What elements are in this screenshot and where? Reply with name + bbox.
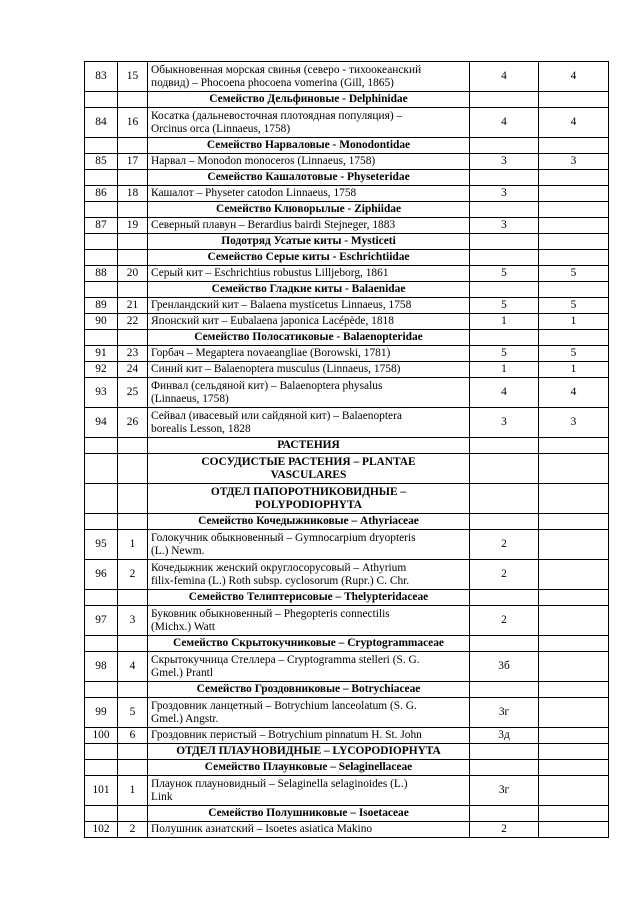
category-cell: 2 (470, 560, 539, 590)
empty-cell (539, 514, 609, 530)
family-number-cell: 2 (118, 822, 148, 838)
section-header-line: VASCULARES (270, 468, 347, 481)
table-row (85, 728, 609, 744)
species-name-line: Кашалот – Physeter catodon Linnaeus, 1758 (151, 187, 357, 199)
empty-cell (85, 234, 118, 250)
row-number-cell: 90 (85, 314, 118, 330)
species-name-line: Полушник азиатский – Isoetes asiatica Makino (151, 823, 373, 835)
species-name-cell (148, 314, 470, 330)
empty-cell (539, 330, 609, 346)
section-header-row (85, 234, 609, 250)
section-header-row (85, 760, 609, 776)
family-number-cell: 1 (118, 776, 148, 806)
empty-cell (118, 92, 148, 108)
species-name-cell (148, 218, 470, 234)
section-header (148, 454, 470, 484)
section-header-row (85, 282, 609, 298)
empty-cell (470, 590, 539, 606)
species-name-line: Гренландский кит – Balaena mysticetus Linnaeus, 1758 (151, 299, 412, 311)
species-name-cell (148, 606, 470, 636)
table-row (85, 560, 609, 590)
section-header-row (85, 330, 609, 346)
empty-cell (539, 636, 609, 652)
category-cell: 3 (470, 186, 539, 202)
category-cell: 2 (470, 606, 539, 636)
table-row (85, 298, 609, 314)
section-header: Семейство Серые киты - Eschrichtiidae (148, 250, 470, 266)
family-number-cell: 6 (118, 728, 148, 744)
section-header-row (85, 806, 609, 822)
empty-cell (85, 514, 118, 530)
empty-cell (118, 636, 148, 652)
family-number-cell: 25 (118, 378, 148, 408)
species-name-line: Обыкновенная морская свинья (северо - тихоокеанский (151, 63, 422, 76)
category-cell: 3д (470, 728, 539, 744)
species-name-line: Косатка (дальневосточная плотоядная популяция) – (151, 109, 403, 122)
section-header-row (85, 514, 609, 530)
table-row (85, 530, 609, 560)
section-header-row (85, 438, 609, 454)
category-cell-2: 4 (539, 62, 609, 92)
category-cell-2: 4 (539, 378, 609, 408)
empty-cell (85, 744, 118, 760)
species-name-line: Финвал (сельдяной кит) – Balaenoptera physalus (151, 379, 383, 392)
row-number-cell: 94 (85, 408, 118, 438)
row-number-cell: 96 (85, 560, 118, 590)
empty-cell (118, 438, 148, 454)
row-number-cell: 89 (85, 298, 118, 314)
species-name-cell (148, 822, 470, 838)
section-header-row (85, 590, 609, 606)
table-row (85, 652, 609, 682)
empty-cell (85, 250, 118, 266)
species-name-line: borealis Lesson, 1828 (151, 422, 251, 435)
section-header-row (85, 682, 609, 698)
species-name-line: (Michx.) Watt (151, 620, 216, 633)
species-name-line: Сейвал (ивасевый или сайдяной кит) – Balaenoptera (151, 409, 402, 422)
category-cell: 3 (470, 218, 539, 234)
empty-cell (470, 170, 539, 186)
family-number-cell: 22 (118, 314, 148, 330)
table-row (85, 378, 609, 408)
section-header: Семейство Гроздовниковые – Botrychiaceae (148, 682, 470, 698)
empty-cell (470, 514, 539, 530)
row-number-cell: 91 (85, 346, 118, 362)
table-row (85, 822, 609, 838)
empty-cell (539, 438, 609, 454)
empty-cell (539, 138, 609, 154)
category-cell: 2 (470, 822, 539, 838)
empty-cell (85, 438, 118, 454)
species-name-line: Буковник обыкновенный – Phegopteris connectilis (151, 607, 390, 620)
species-name-cell (148, 560, 470, 590)
category-cell-2 (539, 186, 609, 202)
row-number-cell: 83 (85, 62, 118, 92)
species-name-line: Гроздовник перистый – Botrychium pinnatum H. St. John (151, 729, 422, 741)
table-row (85, 408, 609, 438)
species-name-cell (148, 408, 470, 438)
empty-cell (118, 590, 148, 606)
species-name-line: Гроздовник ланцетный – Botrychium lanceolatum (S. G. (151, 699, 417, 712)
category-cell: 3г (470, 698, 539, 728)
family-number-cell: 23 (118, 346, 148, 362)
empty-cell (470, 202, 539, 218)
category-cell: 5 (470, 266, 539, 282)
species-name-cell (148, 698, 470, 728)
empty-cell (118, 484, 148, 514)
empty-cell (118, 234, 148, 250)
category-cell: 3г (470, 776, 539, 806)
empty-cell (85, 484, 118, 514)
empty-cell (539, 234, 609, 250)
table-row (85, 314, 609, 330)
table-row (85, 362, 609, 378)
empty-cell (539, 530, 609, 560)
species-name-line: (L.) Newm. (151, 544, 205, 557)
table-row (85, 698, 609, 728)
table-row (85, 606, 609, 636)
empty-cell (470, 454, 539, 484)
category-cell: 4 (470, 378, 539, 408)
empty-cell (85, 282, 118, 298)
empty-cell (85, 682, 118, 698)
empty-cell (470, 438, 539, 454)
section-header: ОТДЕЛ ПЛАУНОВИДНЫЕ – LYCOPODIOPHYTA (148, 744, 470, 760)
empty-cell (118, 744, 148, 760)
empty-cell (118, 806, 148, 822)
section-header-row (85, 202, 609, 218)
species-name-cell (148, 728, 470, 744)
category-cell: 4 (470, 62, 539, 92)
family-number-cell: 5 (118, 698, 148, 728)
empty-cell (539, 170, 609, 186)
section-header: РАСТЕНИЯ (148, 438, 470, 454)
family-number-cell: 26 (118, 408, 148, 438)
category-cell: 5 (470, 298, 539, 314)
row-number-cell: 102 (85, 822, 118, 838)
species-name-cell (148, 154, 470, 170)
empty-cell (470, 250, 539, 266)
row-number-cell: 85 (85, 154, 118, 170)
empty-cell (539, 744, 609, 760)
species-name-cell (148, 378, 470, 408)
category-cell: 2 (470, 530, 539, 560)
table-row (85, 218, 609, 234)
category-cell-2 (539, 218, 609, 234)
family-number-cell: 4 (118, 652, 148, 682)
empty-cell (118, 682, 148, 698)
section-header: Семейство Кашалотовые - Physeteridae (148, 170, 470, 186)
family-number-cell: 15 (118, 62, 148, 92)
empty-cell (539, 822, 609, 838)
empty-cell (470, 484, 539, 514)
empty-cell (85, 170, 118, 186)
row-number-cell: 84 (85, 108, 118, 138)
category-cell-2: 1 (539, 362, 609, 378)
empty-cell (539, 806, 609, 822)
category-cell: 3 (470, 408, 539, 438)
species-name-cell (148, 266, 470, 282)
category-cell: 1 (470, 362, 539, 378)
species-name-line: Японский кит – Eubalaena japonica Lacépède, 1818 (151, 315, 394, 327)
section-header: Подотряд Усатые киты - Mysticeti (148, 234, 470, 250)
section-header-line: СОСУДИСТЫЕ РАСТЕНИЯ – PLANTAE (201, 455, 416, 468)
empty-cell (539, 776, 609, 806)
category-cell: 3 (470, 154, 539, 170)
family-number-cell: 18 (118, 186, 148, 202)
section-header-row (85, 484, 609, 514)
section-header-line: ОТДЕЛ ПАПОРОТНИКОВИДНЫЕ – (210, 485, 407, 498)
empty-cell (539, 250, 609, 266)
empty-cell (539, 590, 609, 606)
species-name-line: filix-femina (L.) Roth subsp. cyclosorum (Rupr.) C. Chr. (151, 574, 410, 587)
empty-cell (85, 202, 118, 218)
empty-cell (118, 138, 148, 154)
row-number-cell: 100 (85, 728, 118, 744)
empty-cell (118, 170, 148, 186)
family-number-cell: 19 (118, 218, 148, 234)
empty-cell (85, 590, 118, 606)
empty-cell (470, 760, 539, 776)
category-cell: 3б (470, 652, 539, 682)
species-name-cell (148, 298, 470, 314)
section-header: Семейство Клюворылые - Ziphiidae (148, 202, 470, 218)
species-name-line: Кочедыжник женский округлосорусовый – Athyrium (151, 561, 407, 574)
species-name-line: подвид) – Phocoena phocoena vomerina (Gill, 1865) (151, 76, 394, 89)
family-number-cell: 2 (118, 560, 148, 590)
section-header: Семейство Полушниковые – Isoetaceae (148, 806, 470, 822)
table-row (85, 186, 609, 202)
species-name-line: Северный плавун – Berardius bairdi Stejneger, 1883 (151, 219, 396, 231)
category-cell-2: 4 (539, 108, 609, 138)
row-number-cell: 99 (85, 698, 118, 728)
section-header: Семейство Нарваловые - Monodontidae (148, 138, 470, 154)
category-cell-2: 5 (539, 298, 609, 314)
red-book-table (84, 61, 609, 838)
section-header: Семейство Дельфиновые - Delphinidae (148, 92, 470, 108)
empty-cell (539, 454, 609, 484)
empty-cell (85, 330, 118, 346)
empty-cell (85, 806, 118, 822)
section-header: Семейство Скрытокучниковые – Cryptogrammaceae (148, 636, 470, 652)
row-number-cell: 95 (85, 530, 118, 560)
row-number-cell: 92 (85, 362, 118, 378)
species-name-line: Link (151, 790, 173, 803)
row-number-cell: 87 (85, 218, 118, 234)
category-cell-2: 1 (539, 314, 609, 330)
empty-cell (539, 560, 609, 590)
empty-cell (118, 760, 148, 776)
family-number-cell: 21 (118, 298, 148, 314)
category-cell-2: 5 (539, 266, 609, 282)
empty-cell (539, 682, 609, 698)
table-row (85, 346, 609, 362)
family-number-cell: 1 (118, 530, 148, 560)
species-name-cell (148, 108, 470, 138)
species-name-line: Скрытокучница Стеллера – Cryptogramma stelleri (S. G. (151, 653, 420, 666)
empty-cell (470, 282, 539, 298)
category-cell-2: 3 (539, 408, 609, 438)
empty-cell (118, 282, 148, 298)
species-name-line: Горбач – Megaptera novaeangliae (Borowski, 1781) (151, 347, 391, 359)
species-name-line: Серый кит – Eschrichtius robustus Lilljeborg, 1861 (151, 267, 389, 279)
species-name-cell (148, 652, 470, 682)
species-name-line: Синий кит – Balaenoptera musculus (Linnaeus, 1758) (151, 363, 401, 375)
section-header-row (85, 454, 609, 484)
empty-cell (539, 652, 609, 682)
row-number-cell: 97 (85, 606, 118, 636)
empty-cell (118, 330, 148, 346)
empty-cell (470, 636, 539, 652)
section-header-row (85, 636, 609, 652)
empty-cell (470, 138, 539, 154)
empty-cell (470, 806, 539, 822)
table-row (85, 266, 609, 282)
row-number-cell: 88 (85, 266, 118, 282)
family-number-cell: 20 (118, 266, 148, 282)
family-number-cell: 24 (118, 362, 148, 378)
category-cell: 4 (470, 108, 539, 138)
table-row (85, 776, 609, 806)
row-number-cell: 86 (85, 186, 118, 202)
empty-cell (539, 484, 609, 514)
category-cell: 5 (470, 346, 539, 362)
species-name-line: Нарвал – Monodon monoceros (Linnaeus, 1758) (151, 155, 376, 167)
section-header-row (85, 92, 609, 108)
section-header-row (85, 170, 609, 186)
empty-cell (85, 636, 118, 652)
empty-cell (118, 514, 148, 530)
species-name-line: (Linnaeus, 1758) (151, 392, 229, 405)
empty-cell (470, 744, 539, 760)
table-row (85, 108, 609, 138)
species-name-line: Gmel.) Angstr. (151, 712, 219, 725)
empty-cell (470, 234, 539, 250)
section-header (148, 484, 470, 514)
empty-cell (539, 760, 609, 776)
family-number-cell: 17 (118, 154, 148, 170)
empty-cell (539, 202, 609, 218)
family-number-cell: 3 (118, 606, 148, 636)
section-header: Семейство Кочедыжниковые – Athyriaceae (148, 514, 470, 530)
empty-cell (470, 682, 539, 698)
section-header-row (85, 138, 609, 154)
row-number-cell: 101 (85, 776, 118, 806)
species-name-cell (148, 776, 470, 806)
empty-cell (470, 330, 539, 346)
row-number-cell: 98 (85, 652, 118, 682)
empty-cell (118, 250, 148, 266)
section-header: Семейство Плаунковые – Selaginellaceae (148, 760, 470, 776)
species-name-cell (148, 346, 470, 362)
category-cell: 1 (470, 314, 539, 330)
section-header-row (85, 250, 609, 266)
species-name-line: Голокучник обыкновенный – Gymnocarpium dryopteris (151, 531, 416, 544)
family-number-cell: 16 (118, 108, 148, 138)
category-cell-2: 5 (539, 346, 609, 362)
species-name-cell (148, 362, 470, 378)
empty-cell (539, 282, 609, 298)
section-header-row (85, 744, 609, 760)
empty-cell (118, 454, 148, 484)
species-name-line: Orcinus orca (Linnaeus, 1758) (151, 122, 291, 135)
empty-cell (85, 454, 118, 484)
empty-cell (539, 606, 609, 636)
empty-cell (539, 92, 609, 108)
species-name-cell (148, 186, 470, 202)
section-header-line: POLYPODIOPHYTA (255, 498, 362, 511)
table-row (85, 62, 609, 92)
empty-cell (85, 760, 118, 776)
empty-cell (470, 92, 539, 108)
empty-cell (539, 728, 609, 744)
species-name-line: Плаунок плауновидный – Selaginella selaginoides (L.) (151, 777, 408, 790)
species-name-line: Gmel.) Prantl (151, 666, 214, 679)
section-header: Семейство Телиптерисовые – Thelypteridaceae (148, 590, 470, 606)
empty-cell (539, 698, 609, 728)
table-row (85, 154, 609, 170)
species-name-cell (148, 530, 470, 560)
row-number-cell: 93 (85, 378, 118, 408)
empty-cell (85, 138, 118, 154)
category-cell-2: 3 (539, 154, 609, 170)
species-name-cell (148, 62, 470, 92)
section-header: Семейство Полосатиковые - Balaenopteridae (148, 330, 470, 346)
section-header: Семейство Гладкие киты - Balaenidae (148, 282, 470, 298)
empty-cell (118, 202, 148, 218)
empty-cell (85, 92, 118, 108)
